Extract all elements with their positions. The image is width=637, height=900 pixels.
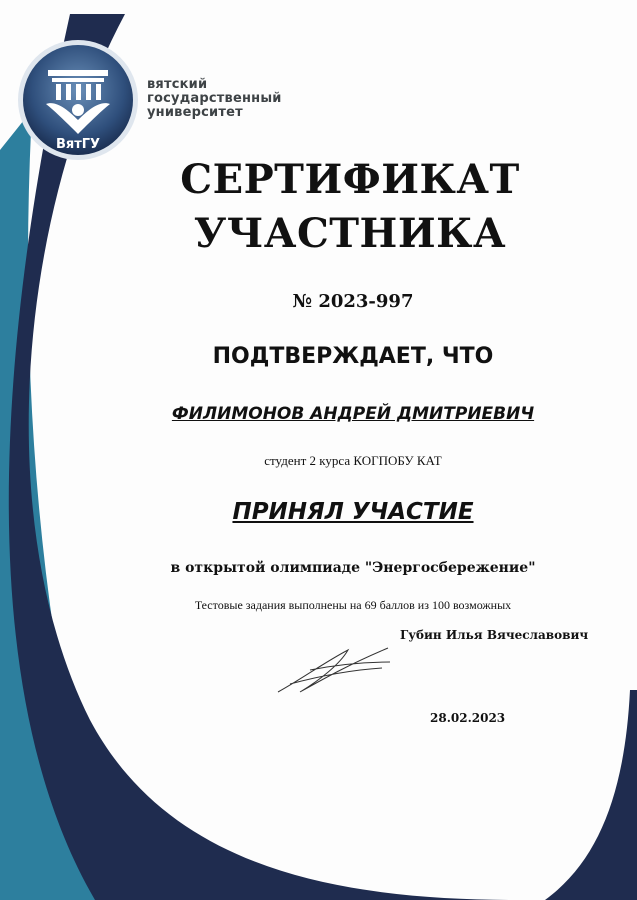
event-name: в открытой олимпиаде "Энергосбережение" (170, 560, 536, 576)
recipient-name: ФИЛИМОНОВ АНДРЕЙ ДМИТРИЕВИЧ (171, 404, 535, 424)
result-text: Тестовые задания выполнены на 69 баллов из 100 возможных (194, 598, 512, 612)
university-name-line: университет (147, 105, 243, 120)
certificate-title-line1: СЕРТИФИКАТ (180, 156, 520, 203)
signature (270, 640, 395, 700)
university-name-line: государственный (147, 91, 282, 106)
navy-crescent-right (545, 690, 637, 900)
university-name-line: вятский (147, 77, 208, 92)
participated-text: ПРИНЯЛ УЧАСТИЕ (232, 499, 474, 525)
issue-date: 28.02.2023 (430, 711, 506, 725)
certificate-number: № 2023-997 (292, 291, 414, 312)
logo-text: ВятГУ (55, 137, 101, 152)
signer-name: Губин Илья Вячеславович (400, 628, 589, 642)
confirms-text: ПОДТВЕРЖДАЕТ, ЧТО (212, 344, 494, 369)
certificate-title-line2: УЧАСТНИКА (193, 210, 507, 257)
university-name (147, 78, 307, 120)
university-logo (16, 38, 140, 162)
recipient-info: студент 2 курса КОГПОБУ КАТ (264, 453, 442, 468)
